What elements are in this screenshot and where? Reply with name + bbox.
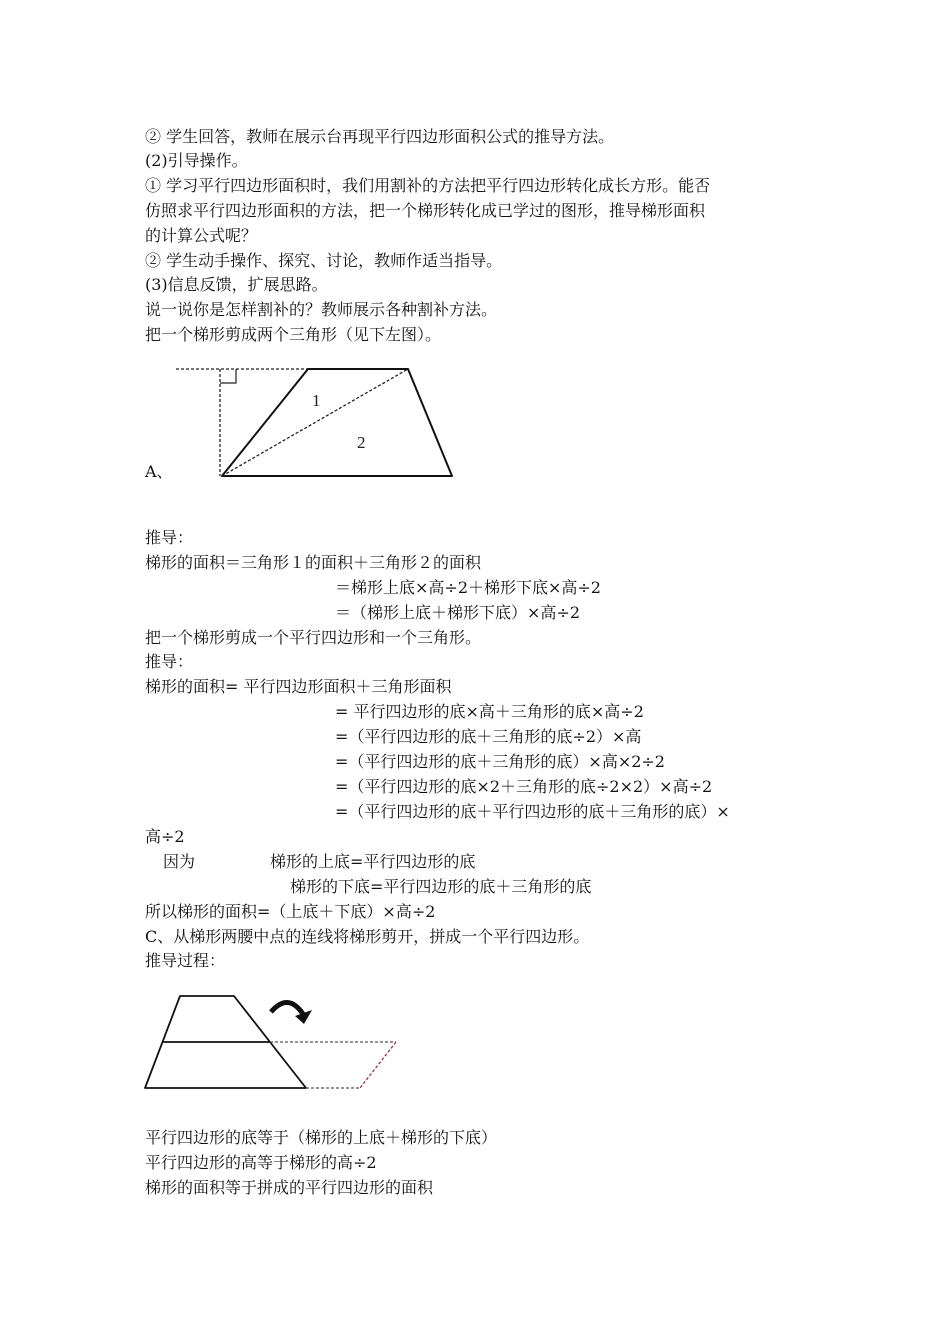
- text-line-9: 把一个梯形剪成两个三角形（见下左图）。: [145, 325, 442, 344]
- figure-a-right-angle-mark: [220, 369, 236, 383]
- figure-c-dashed-side: [360, 1042, 396, 1088]
- text-line-2: (2)引导操作。: [145, 151, 248, 170]
- text-line-12: 梯形的面积＝三角形１的面积＋三角形２的面积: [145, 553, 482, 572]
- figure-a-trapezoid-two-triangles: [170, 360, 470, 485]
- text-line-25: 梯形的下底=平行四边形的底＋三角形的底: [290, 877, 592, 896]
- text-line-24-because: 因为: [163, 852, 196, 871]
- text-line-26: 所以梯形的面积=（上底＋下底）×高÷2: [145, 902, 436, 921]
- text-line-17: 梯形的面积= 平行四边形面积＋三角形面积: [145, 677, 452, 696]
- text-line-19: =（平行四边形的底＋三角形的底÷2）×高: [335, 727, 642, 746]
- text-line-15: 把一个梯形剪成一个平行四边形和一个三角形。: [145, 628, 482, 647]
- text-line-1: ② 学生回答，教师在展示台再现平行四边形面积公式的推导方法。: [145, 127, 615, 146]
- text-line-27: C、从梯形两腰中点的连线将梯形剪开，拼成一个平行四边形。: [145, 927, 590, 946]
- text-line-3: ① 学习平行四边形面积时，我们用割补的方法把平行四边形转化成长方形。能否: [145, 176, 711, 195]
- text-line-22: =（平行四边形的底＋平行四边形的底＋三角形的底）×: [335, 802, 730, 821]
- text-line-20: =（平行四边形的底＋三角形的底）×高×2÷2: [335, 752, 665, 771]
- text-line-21: =（平行四边形的底×2＋三角形的底÷2×2）×高÷2: [335, 777, 713, 796]
- text-line-31: 梯形的面积等于拼成的平行四边形的面积: [145, 1178, 434, 1197]
- text-line-7: (3)信息反馈，扩展思路。: [145, 275, 328, 294]
- text-line-23: 高÷2: [145, 827, 185, 846]
- text-line-6: ② 学生动手操作、探究、讨论，教师作适当指导。: [145, 251, 503, 270]
- figure-c-trapezoid-to-parallelogram: [140, 990, 405, 1095]
- figure-a-label-1: 1: [312, 391, 321, 410]
- text-line-13: ＝梯形上底×高÷2＋梯形下底×高÷2: [335, 578, 601, 597]
- figure-a-diagonal: [222, 369, 408, 476]
- text-line-29: 平行四边形的底等于（梯形的上底＋梯形的下底）: [145, 1128, 498, 1147]
- figure-a-trapezoid: [222, 369, 452, 476]
- text-line-11: 推导：: [145, 528, 194, 547]
- text-line-8: 说一说你是怎样割补的？教师展示各种割补方法。: [145, 300, 498, 319]
- figure-a-caption: A、: [145, 462, 173, 481]
- text-line-18: = 平行四边形的底×高＋三角形的底×高÷2: [335, 702, 644, 721]
- text-line-16: 推导：: [145, 652, 194, 671]
- figure-c-rotate-arrow-icon: [271, 1002, 303, 1014]
- text-line-4: 仿照求平行四边形面积的方法，把一个梯形转化成已学过的图形，推导梯形面积: [145, 201, 706, 220]
- text-line-24-upper-base: 梯形的上底=平行四边形的底: [270, 852, 476, 871]
- text-line-14: ＝（梯形上底＋梯形下底）×高÷2: [335, 603, 580, 622]
- text-line-30: 平行四边形的高等于梯形的高÷2: [145, 1153, 377, 1172]
- figure-a-label-2: 2: [357, 433, 366, 452]
- text-line-28: 推导过程：: [145, 951, 226, 970]
- text-line-5: 的计算公式呢？: [145, 226, 258, 245]
